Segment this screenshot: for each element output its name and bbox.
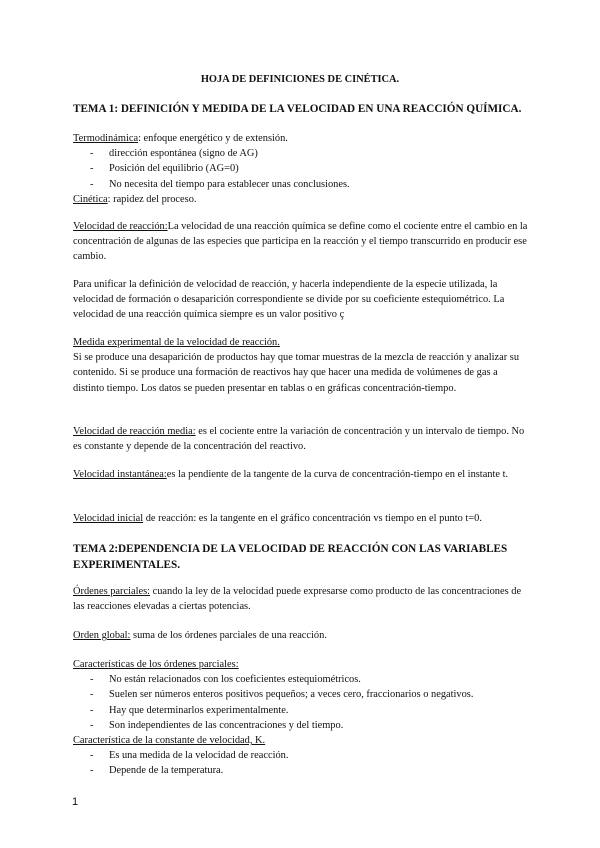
ordenes-parciales-definition: cuando la ley de la velocidad puede expresarse como producto de las concentraciones de las reacciones elevadas a ciertas potencias. <box>73 586 522 613</box>
list-item <box>73 763 528 778</box>
velocidad-inicial-paragraph <box>73 511 528 526</box>
cinetica-definition: : rapidez del proceso. <box>107 193 197 205</box>
list-item-text: Es una medida de la velocidad de reacción. <box>109 750 289 762</box>
list-item <box>73 146 528 161</box>
orden-global-paragraph <box>73 628 528 643</box>
termodinamica-term: Termodinámica <box>73 133 139 144</box>
list-item-text: No necesita del tiempo para establecer unas conclusiones. <box>109 178 350 190</box>
medida-experimental-text: Si se produce una desaparición de productos hay que tomar muestras de la mezcla de reacción y analizar su contenido. Si se produce una formación de reactivos hay que hacer una medida de volúmenes de gas a distinto tiempo. Los datos se pueden presentar en tablas o en gráficas concentración-tiempo. <box>73 352 520 394</box>
bullet-dash: - <box>90 704 94 716</box>
termodinamica-line <box>73 131 528 146</box>
list-item-text: Hay que determinarlos experimentalmente. <box>109 704 289 716</box>
page-number: 1 <box>72 796 79 808</box>
velocidad-inicial-term: Velocidad inicial <box>73 513 144 524</box>
velocidad-inicial-definition: de reacción: es la tangente en el gráfico concentración vs tiempo en el punto t=0. <box>143 513 482 524</box>
bullet-dash: - <box>90 163 94 175</box>
velocidad-instantanea-definition: es la pendiente de la tangente de la curva de concentración-tiempo en el instante t. <box>166 469 509 480</box>
unificar-paragraph: Para unificar la definición de velocidad de reacción, y hacerla independiente de la especie utilizada, la velocidad de formación o desaparición correspondiente se divide por su coeficiente estequiométrico. La velocidad de una reacción química siempre es un valor positivo ç <box>73 279 505 321</box>
list-item-text: Suelen ser números enteros positivos pequeños; a veces cero, fraccionarios o negativos. <box>109 689 474 701</box>
list-item-text: dirección espontánea (signo de AG) <box>109 148 258 160</box>
bullet-dash: - <box>90 750 94 762</box>
cinetica-term: Cinética <box>73 193 108 205</box>
list-item <box>73 687 528 702</box>
orden-global-term: Orden global: <box>73 630 131 641</box>
velocidad-media-term: Velocidad de reacción media: <box>73 426 196 437</box>
caracteristicas-ordenes-term: Características de los órdenes parciales: <box>73 659 239 670</box>
termodinamica-definition: : enfoque energético y de extensión. <box>138 133 288 144</box>
list-item <box>73 161 528 176</box>
ordenes-parciales-paragraph <box>73 584 528 614</box>
cinetica-line <box>73 192 528 207</box>
velocidad-reaccion-paragraph <box>73 219 528 265</box>
bullet-dash: - <box>90 674 94 686</box>
ordenes-parciales-term: Órdenes parciales: <box>73 586 151 597</box>
velocidad-media-definition: es el cociente entre la variación de concentración y un intervalo de tiempo. No es constante y depende de la concentración del reactivo. <box>73 426 525 453</box>
list-item <box>73 672 528 687</box>
list-item-text: No están relacionados con los coeficientes estequiométricos. <box>109 674 361 686</box>
list-item <box>73 177 528 192</box>
list-item-text: Posición del equilibrio (AG=0) <box>109 163 239 175</box>
velocidad-media-paragraph <box>73 424 528 454</box>
velocidad-instantanea-term: Velocidad instantánea: <box>73 469 167 480</box>
velocidad-reaccion-definition: La velocidad de una reacción química se define como el cociente entre el cambio en la concentración de algunas de las especies que participa en la reacción y el tiempo transcurrido en producir ese cambio. <box>73 221 528 263</box>
tema2-heading: TEMA 2:DEPENDENCIA DE LA VELOCIDAD DE REACCIÓN CON LAS VARIABLES EXPERIMENTALES. <box>73 543 508 571</box>
list-item-text: Son independientes de las concentraciones y del tiempo. <box>109 719 344 731</box>
constante-velocidad-term: Característica de la constante de velocidad, K. <box>73 735 266 747</box>
medida-experimental-term: Medida experimental de la velocidad de reacción. <box>73 337 280 348</box>
bullet-dash: - <box>90 765 94 777</box>
bullet-dash: - <box>90 148 94 160</box>
bullet-dash: - <box>90 719 94 731</box>
orden-global-definition: suma de los órdenes parciales de una reacción. <box>130 630 327 641</box>
list-item <box>73 703 528 718</box>
document-title: HOJA DE DEFINICIONES DE CINÉTICA. <box>200 74 400 85</box>
bullet-dash: - <box>90 689 94 701</box>
list-item <box>73 748 528 763</box>
velocidad-reaccion-term: Velocidad de reacción: <box>73 221 168 232</box>
list-item-text: Depende de la temperatura. <box>109 765 224 777</box>
list-item <box>73 718 528 733</box>
tema1-heading: TEMA 1: DEFINICIÓN Y MEDIDA DE LA VELOCIDAD EN UNA REACCIÓN QUÍMICA. <box>73 103 522 115</box>
medida-experimental-section <box>73 335 528 396</box>
caracteristicas-section <box>73 657 528 779</box>
termodinamica-section <box>73 131 528 207</box>
bullet-dash: - <box>90 178 94 190</box>
velocidad-instantanea-paragraph <box>73 467 528 482</box>
